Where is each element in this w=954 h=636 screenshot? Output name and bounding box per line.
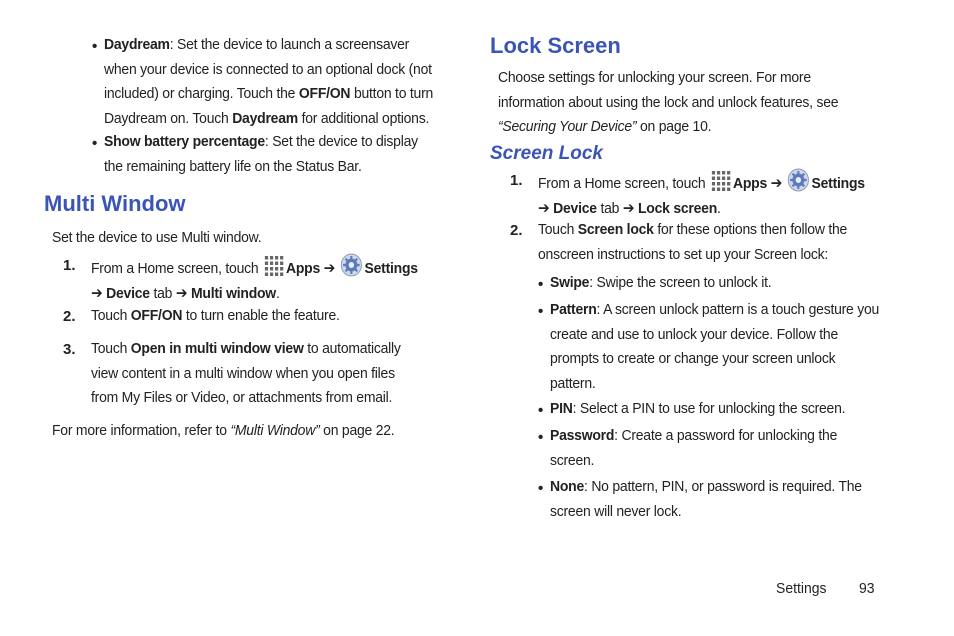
bullet-dot: • [538, 276, 544, 293]
term: Pattern [550, 301, 597, 318]
text: From a Home screen, touch [538, 175, 710, 192]
text: prompts to create or change your screen unlock [550, 350, 836, 367]
text: the remaining battery life on the Status Bar. [104, 157, 362, 175]
apps-label: Apps [285, 260, 321, 277]
step-number: 2. [510, 222, 523, 239]
arrow: ➔ [320, 260, 339, 277]
step-number: 3. [63, 341, 76, 358]
bullet-dot: • [538, 402, 544, 419]
arrow: ➔ [175, 284, 192, 302]
arrow: ➔ [538, 199, 554, 217]
text: on page 22. [319, 422, 395, 439]
text: : Set the device to display [264, 133, 418, 150]
text: for additional options. [297, 109, 430, 127]
text: : Select a PIN to use for unlocking the screen. [572, 400, 846, 417]
arrow: ➔ [622, 199, 639, 217]
cross-reference-link[interactable]: “Securing Your Device” [498, 118, 637, 135]
text: : A screen unlock pattern is a touch gesture you [596, 301, 880, 318]
term: Show battery percentage [104, 133, 265, 150]
text: : Create a password for unlocking the [614, 427, 838, 444]
text: Choose settings for unlocking your screen. For more [498, 69, 811, 86]
subheading-screen-lock: Screen Lock [490, 143, 603, 164]
step-number: 1. [63, 257, 76, 274]
term: OFF/ON [130, 307, 183, 324]
text: to automatically [303, 340, 401, 357]
text: view content in a multi window when you open files [91, 364, 395, 382]
intro-text: Set the device to use Multi window. [52, 229, 262, 246]
text: : Swipe the screen to unlock it. [589, 274, 772, 291]
term: OFF/ON [298, 85, 351, 102]
step-number: 1. [510, 172, 523, 189]
bullet-dot: • [538, 429, 544, 446]
settings-gear-icon [341, 253, 363, 277]
bullet-dot: • [92, 135, 98, 152]
arrow: ➔ [91, 284, 107, 302]
option-swipe [550, 271, 771, 296]
step-1 [91, 253, 418, 306]
text: Daydream on. Touch [104, 109, 233, 127]
heading-lock-screen: Lock Screen [490, 33, 621, 58]
text: tab [596, 199, 623, 217]
apps-label: Apps [732, 175, 768, 192]
settings-label: Settings [364, 260, 418, 277]
text: included) or charging. Touch the [104, 85, 299, 102]
term: PIN [550, 400, 573, 417]
text: on page 10. [636, 118, 712, 135]
option-pin [550, 397, 845, 422]
text: screen will never lock. [550, 502, 682, 520]
term: Daydream [104, 36, 170, 53]
text: . [275, 284, 280, 302]
daydream-item [104, 33, 433, 131]
term: None [550, 478, 585, 495]
step-3 [91, 337, 401, 411]
apps-grid-icon [264, 255, 284, 277]
text: to turn enable the feature. [182, 307, 340, 324]
step-2 [91, 304, 340, 329]
step-number: 2. [63, 308, 76, 325]
settings-label: Settings [811, 175, 865, 192]
option-none [550, 475, 862, 524]
lock-step-2 [538, 218, 847, 267]
lock-step-1 [538, 168, 865, 221]
text: pattern. [550, 374, 596, 392]
text: tab [149, 284, 176, 302]
text: from My Files or Video, or attachments from email. [91, 389, 393, 406]
text: screen. [550, 451, 595, 469]
target-label: Lock screen [638, 199, 718, 217]
lock-intro [498, 66, 838, 140]
text: for these options then follow the [653, 221, 848, 238]
more-info [52, 419, 394, 444]
settings-gear-icon [788, 168, 810, 192]
text: : No pattern, PIN, or password is required. The [584, 478, 862, 495]
footer-section: Settings [776, 580, 827, 597]
device-label: Device [553, 199, 597, 217]
text: Touch [91, 307, 131, 324]
apps-grid-icon [711, 170, 731, 192]
option-password [550, 424, 837, 473]
text: : Set the device to launch a screensaver [169, 36, 410, 53]
target-label: Multi window [191, 284, 276, 302]
term: Open in multi window view [130, 340, 304, 357]
heading-multi-window: Multi Window [44, 191, 186, 216]
option-pattern [550, 298, 879, 396]
text: From a Home screen, touch [91, 260, 263, 277]
term: Screen lock [577, 221, 654, 238]
text: Touch [91, 340, 131, 357]
device-label: Device [106, 284, 150, 302]
term: Password [550, 427, 615, 444]
arrow: ➔ [767, 175, 786, 192]
text: onscreen instructions to set up your Screen lock: [538, 245, 829, 263]
bullet-dot: • [538, 303, 544, 320]
text: when your device is connected to an optional dock (not [104, 60, 432, 78]
text: button to turn [350, 85, 434, 102]
text: create and use to unlock your device. Follow the [550, 325, 838, 343]
text: For more information, refer to [52, 422, 231, 439]
cross-reference-link[interactable]: “Multi Window” [230, 422, 320, 439]
term: Daydream [232, 109, 298, 127]
bullet-dot: • [538, 480, 544, 497]
text: . [717, 199, 721, 217]
term: Swipe [550, 274, 590, 291]
text: information about using the lock and unlock features, see [498, 93, 839, 111]
battery-item [104, 130, 418, 179]
page-number: 93 [859, 580, 875, 597]
bullet-dot: • [92, 38, 98, 55]
text: Touch [538, 221, 578, 238]
